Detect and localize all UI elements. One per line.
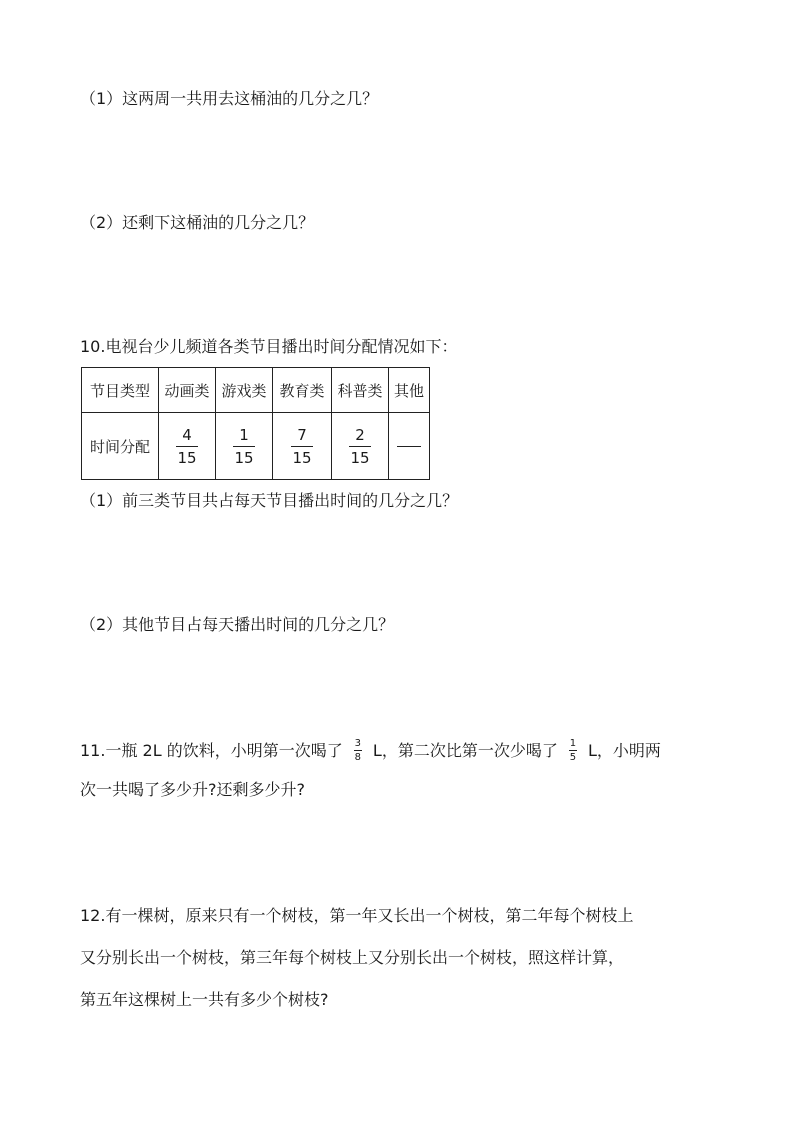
numerator: 7 — [297, 425, 307, 444]
denominator: 8 — [354, 752, 361, 763]
question-11-line-2: 次一共喝了多少升?还剩多少升? — [80, 780, 305, 799]
numerator: 1 — [569, 738, 577, 749]
fraction-bar — [354, 750, 362, 751]
denominator: 15 — [350, 448, 370, 467]
header-cell: 科普类 — [332, 368, 389, 413]
fraction — [569, 738, 577, 763]
q11-text: L，第二次比第一次少喝了 — [372, 741, 558, 760]
fraction-bar — [291, 446, 313, 447]
question-9-part-1: （1）这两周一共用去这桶油的几分之几？ — [80, 89, 379, 108]
dash — [397, 446, 421, 447]
question-9-part-2: （2）还剩下这桶油的几分之几？ — [80, 213, 315, 232]
q11-text: 11.一瓶 2L 的饮料，小明第一次喝了 — [80, 741, 343, 760]
fraction-bar — [176, 446, 198, 447]
row-label-cell: 时间分配 — [82, 413, 159, 480]
question-12-line-2: 又分别长出一个树枝，第三年每个树枝上又分别长出一个树枝，照这样计算， — [80, 948, 625, 967]
header-cell: 节目类型 — [82, 368, 159, 413]
numerator: 4 — [182, 425, 192, 444]
fraction — [290, 426, 313, 467]
denominator: 15 — [177, 448, 197, 467]
question-11-line-1 — [80, 739, 661, 764]
table-header-row — [82, 368, 430, 413]
fraction — [354, 738, 362, 763]
fraction-bar — [233, 446, 255, 447]
numerator: 2 — [355, 425, 365, 444]
question-12-line-3: 第五年这棵树上一共有多少个树枝? — [80, 990, 329, 1009]
question-12-line-1: 12.有一棵树，原来只有一个树枝，第一年又长出一个树枝，第二年每个树枝上 — [80, 906, 634, 925]
fraction — [348, 426, 371, 467]
fraction-cell — [332, 413, 389, 480]
header-cell: 其他 — [389, 368, 430, 413]
header-cell: 教育类 — [273, 368, 332, 413]
numerator: 1 — [239, 425, 249, 444]
fraction-cell — [273, 413, 332, 480]
question-10-title: 10.电视台少儿频道各类节目播出时间分配情况如下： — [80, 337, 458, 356]
program-time-table — [81, 367, 430, 480]
fraction — [232, 426, 255, 467]
denominator: 15 — [234, 448, 254, 467]
denominator: 5 — [569, 752, 577, 763]
fraction — [175, 426, 198, 467]
numerator: 3 — [354, 738, 361, 749]
denominator: 15 — [292, 448, 312, 467]
fraction-cell — [159, 413, 216, 480]
q11-text: L，小明两 — [588, 741, 661, 760]
header-cell: 游戏类 — [216, 368, 273, 413]
header-cell: 动画类 — [159, 368, 216, 413]
blank-cell — [389, 413, 430, 480]
fraction-bar — [569, 750, 577, 751]
fraction-cell — [216, 413, 273, 480]
question-10-part-2: （2）其他节目占每天播出时间的几分之几？ — [80, 615, 395, 634]
table-value-row — [82, 413, 430, 480]
question-10-part-1: （1）前三类节目共占每天节目播出时间的几分之几？ — [80, 491, 459, 510]
fraction-bar — [349, 446, 371, 447]
